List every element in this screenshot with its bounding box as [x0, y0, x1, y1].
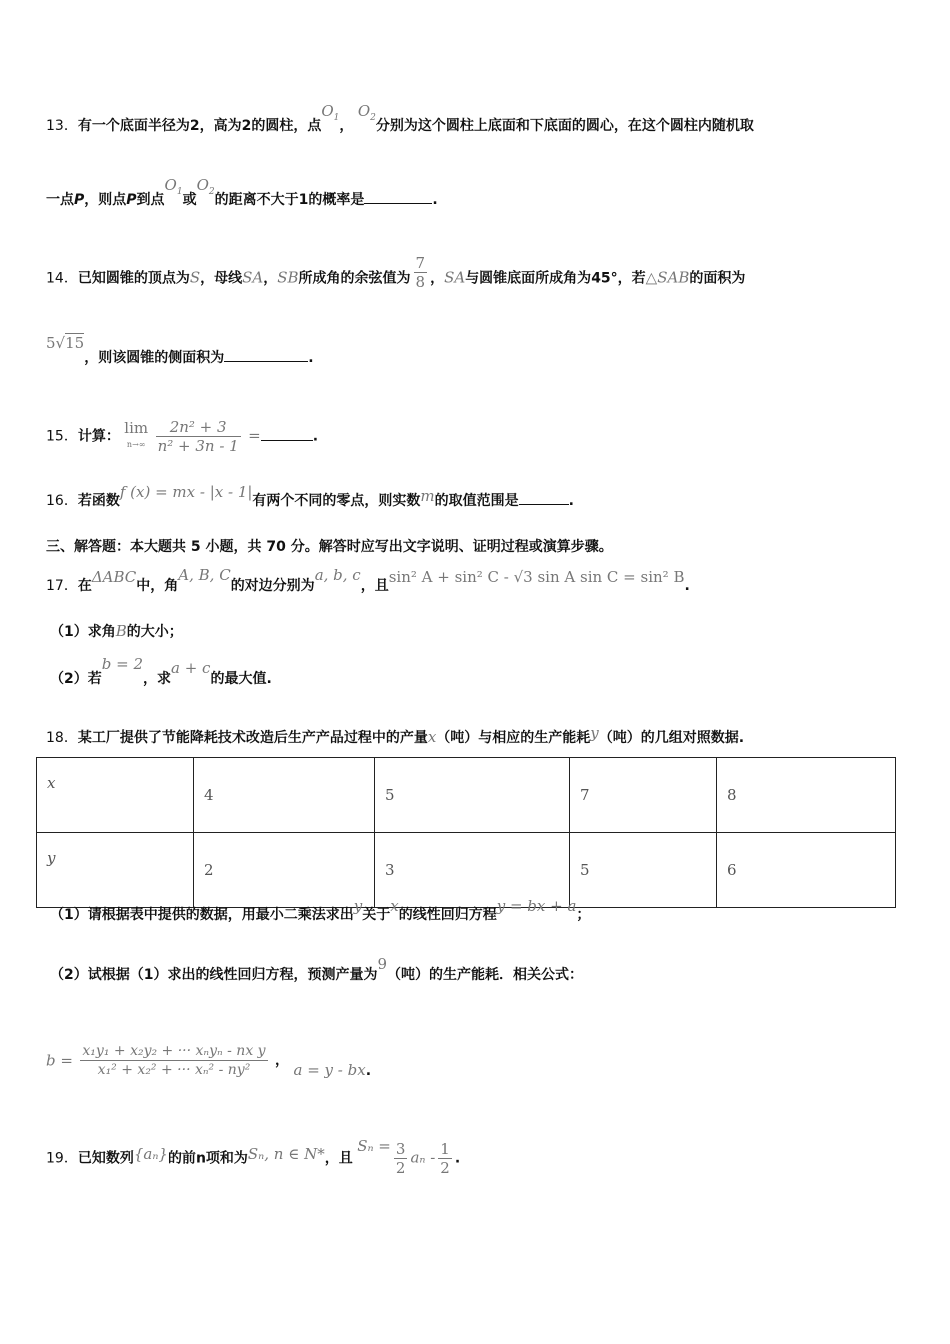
q18-part2: （2）试根据（1）求出的线性回归方程，预测产量为9（吨）的生产能耗．相关公式： — [50, 955, 584, 983]
q18-line: 18．某工厂提供了节能降耗技术改造后生产产品过程中的产量x（吨）与相应的生产能耗y（吨）的几组对照数据. — [46, 724, 745, 746]
answer-blank — [519, 491, 569, 505]
limit-operator: lim n→∞ — [124, 419, 149, 449]
q17-part1: （1）求角B的大小； — [50, 622, 183, 640]
q17-line: 17．在ΔABC中，角A, B, C的对边分别为a, b, c，且sin² A + sin² C - √3 sin A sin C = sin² B. — [46, 566, 690, 594]
area-expression: 5√15 — [46, 334, 85, 352]
table-cell: 3 — [375, 833, 570, 908]
table-cell: x — [37, 758, 194, 833]
data-table — [36, 757, 896, 908]
q14-line2: 5√15，则该圆锥的侧面积为 . — [46, 334, 314, 366]
table-cell: 4 — [194, 758, 375, 833]
table-row — [37, 833, 896, 908]
function-def: f (x) = mx - |x - 1| — [119, 483, 253, 501]
table-cell: 2 — [194, 833, 375, 908]
fraction-3-2: $\frac{3}{2}$ — [395, 1140, 406, 1177]
table-cell: y — [37, 833, 194, 908]
q15-line: 15．计算： lim n→∞ $\frac{\text{2n² + 3}}{\text{n² + 3n - 1}}$ = . — [46, 418, 319, 455]
table-cell: 8 — [717, 758, 896, 833]
q17-condition: sin² A + sin² C - √3 sin A sin C = sin² B — [388, 568, 685, 586]
q16-line: 16．若函数f (x) = mx - |x - 1|有两个不同的零点，则实数m的取值范围是 . — [46, 483, 574, 509]
q13-line2: 一点P，则点P到点$O_1$或$O_2$的距离不大于1的概率是 . — [46, 176, 438, 208]
limit-fraction: $\frac{\text{2n² + 3}}{\text{n² + 3n - 1}}$ — [157, 418, 239, 455]
point-o1: $O_1$ — [321, 102, 340, 123]
q17-part2: （2）若b = 2，求a + c的最大值. — [50, 655, 272, 687]
table-row — [37, 758, 896, 833]
point-o2: $O_2$ — [357, 102, 376, 123]
regression-formula: b = $\frac{\text{x₁y₁ + x₂y₂ + ··· xₙyₙ - nx y}}{\text{x₁² + x₂² + ··· xₙ² - ny²}}$ ， a = y - bx. — [46, 1043, 372, 1079]
section-3-heading: 三、解答题：本大题共 5 小题，共 70 分。解答时应写出文字说明、证明过程或演算步骤。 — [46, 539, 613, 555]
table-cell: 5 — [570, 833, 717, 908]
q14-line1: 14．已知圆锥的顶点为S，母线SA，SB所成角的余弦值为 $\frac{7}{8}$ ，SA与圆锥底面所成角为45°，若△SAB的面积为 — [46, 254, 746, 291]
table-cell: 7 — [570, 758, 717, 833]
q19-line: 19．已知数列{aₙ}的前n项和为Sₙ, n ∈ N*，且 Sₙ = $\frac{3}{2}$ aₙ - $\frac{1}{2}$ . — [46, 1136, 461, 1177]
answer-blank — [364, 190, 432, 204]
q13-number: 13． — [46, 118, 78, 134]
fraction-1-2: $\frac{1}{2}$ — [440, 1140, 450, 1177]
q13-line1: 13．有一个底面半径为2，高为2的圆柱，点$O_1$， $O_2$分别为这个圆柱上底面和下底面的圆心，在这个圆柱内随机取 — [46, 102, 754, 134]
fraction-7-8: $\frac{7}{8}$ — [415, 254, 426, 291]
formula-fraction: $\frac{\text{x₁y₁ + x₂y₂ + ··· xₙyₙ - nx y}}{\text{x₁² + x₂² + ··· xₙ² - ny²}}$ — [82, 1043, 266, 1078]
answer-blank — [261, 427, 313, 441]
table-cell: 5 — [375, 758, 570, 833]
answer-blank — [224, 348, 308, 362]
q18-part1: （1）请根据表中提供的数据，用最小二乘法求出y关于x的线性回归方程y = bx + a； — [50, 897, 591, 923]
table-cell: 6 — [717, 833, 896, 908]
